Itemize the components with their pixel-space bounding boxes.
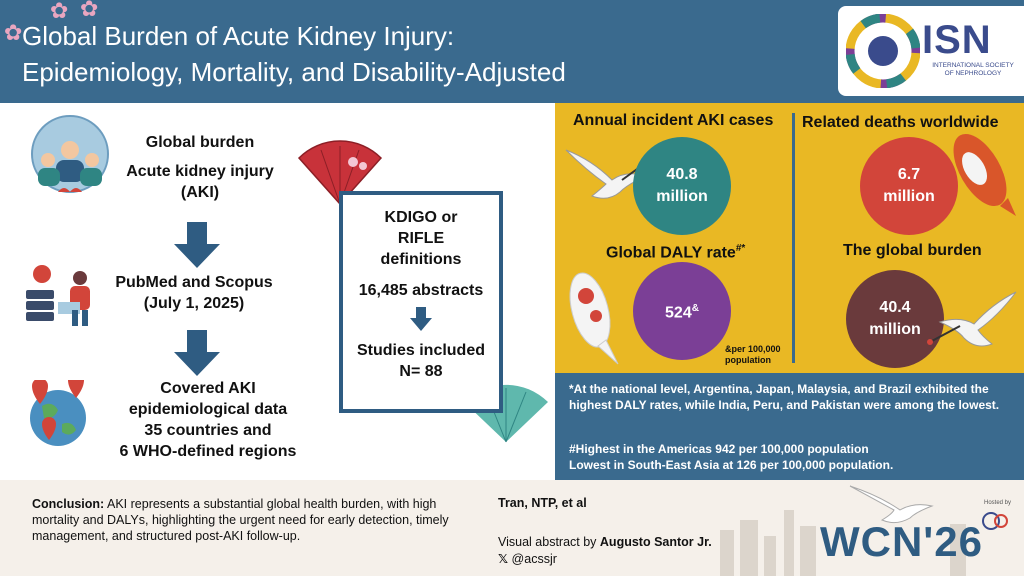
daly-label-sup: #* — [735, 243, 746, 254]
daly-circle — [633, 262, 731, 360]
visual-abstract-credit — [498, 534, 712, 568]
incident-value: 40.8 — [666, 166, 698, 183]
va-prefix: Visual abstract by — [498, 535, 600, 549]
cherry-blossom-icon: ✿ — [50, 0, 69, 23]
studies-included — [343, 340, 499, 382]
va-name: Augusto Santor Jr. — [599, 535, 712, 549]
step3-line1: Covered AKI — [160, 380, 256, 397]
daly-label — [606, 243, 745, 262]
incident-unit: million — [656, 188, 708, 205]
daly-footnote-line1: &per 100,000 — [725, 344, 781, 354]
step1-line2: Acute kidney injury — [126, 163, 274, 180]
database-researcher-icon — [22, 262, 102, 328]
daly-label-text: Global DALY rate — [606, 244, 736, 262]
arrow-down-icon — [410, 307, 432, 331]
criteria-text — [343, 207, 499, 270]
globe-people-icon — [22, 112, 118, 208]
incident-circle — [633, 137, 731, 235]
page-title — [22, 18, 566, 90]
crane-icon — [920, 286, 1020, 356]
step-covered-data — [100, 378, 316, 462]
host-logo-icon — [980, 510, 1010, 532]
studies-count: N= 88 — [399, 363, 443, 380]
deaths-circle — [860, 137, 958, 235]
arrow-down-icon — [174, 330, 220, 376]
regional-note — [569, 441, 1017, 473]
koi-fish-icon — [558, 266, 628, 368]
logo-text: ISN — [922, 18, 992, 62]
deaths-unit: million — [883, 188, 935, 205]
title-line-1: Global Burden of Acute Kidney Injury: — [22, 21, 455, 51]
step1-line1: Global burden — [145, 134, 255, 151]
daly-footnote — [725, 344, 781, 366]
step-databases — [108, 272, 280, 314]
daly-value-number: 524 — [665, 304, 692, 322]
daly-value-sup: & — [691, 302, 699, 314]
cherry-blossom-icon: ✿ — [80, 0, 99, 21]
criteria-line1: KDIGO or — [384, 209, 458, 226]
screening-box — [339, 191, 503, 413]
regional-note-line2: Lowest in South-East Asia at 126 per 100,000 population. — [569, 458, 894, 472]
step2-line2: (July 1, 2025) — [143, 295, 245, 312]
hosted-by: Hosted by — [984, 500, 1012, 506]
step1-line3: (AKI) — [180, 184, 220, 201]
incident-label: Annual incident AKI cases — [573, 112, 774, 129]
step2-line1: PubMed and Scopus — [115, 274, 273, 291]
conclusion — [32, 496, 452, 544]
step3-line3: 35 countries and — [144, 422, 272, 439]
deaths-value: 6.7 — [897, 166, 921, 183]
conclusion-text: AKI represents a substantial global health burden, with high mortality and DALYs, highlighting the urgent need for early detection, timely management, and structured post-AKI follow-up. — [32, 497, 449, 543]
criteria-line3: definitions — [380, 251, 462, 268]
national-note: *At the national level, Argentina, Japan, Malaysia, and Brazil exhibited the highest DALY rates, while India, Peru, and Pakistan were among the lowest. — [569, 382, 1000, 412]
title-line-2: Epidemiology, Mortality, and Disability-Adjusted — [22, 57, 566, 87]
burden-unit: million — [869, 321, 921, 338]
regional-note-line1: #Highest in the Americas 942 per 100,000 population — [569, 442, 869, 456]
author: Tran, NTP, et al — [498, 496, 587, 510]
world-map-pins-icon — [20, 380, 96, 450]
conclusion-label: Conclusion: — [32, 497, 105, 511]
abstracts-count: 16,485 abstracts — [358, 282, 484, 299]
step-global-burden — [115, 132, 285, 203]
cherry-blossom-icon: ✿ — [4, 20, 23, 45]
x-handle-link[interactable]: @acssjr — [511, 552, 557, 566]
burden-label: The global burden — [843, 242, 982, 259]
deaths-label: Related deaths worldwide — [802, 114, 999, 131]
daly-footnote-line2: population — [725, 355, 771, 365]
step3-line2: epidemiological data — [128, 401, 288, 418]
arrow-down-icon — [174, 222, 220, 268]
wcn-logo: WCN'26 — [820, 518, 984, 565]
isn-emblem-icon — [846, 14, 920, 88]
studies-label: Studies included — [356, 342, 485, 359]
daly-value — [633, 298, 731, 324]
notes-panel — [555, 373, 1024, 480]
logo-subtitle: INTERNATIONAL SOCIETY OF NEPHROLOGY — [932, 62, 1014, 77]
step3-line4: 6 WHO-defined regions — [119, 443, 297, 460]
header-banner — [0, 0, 1024, 103]
criteria-line2: RIFLE — [397, 230, 445, 247]
stats-divider — [792, 113, 795, 363]
x-logo-icon: 𝕏 — [498, 552, 512, 566]
burden-value: 40.4 — [879, 299, 911, 316]
